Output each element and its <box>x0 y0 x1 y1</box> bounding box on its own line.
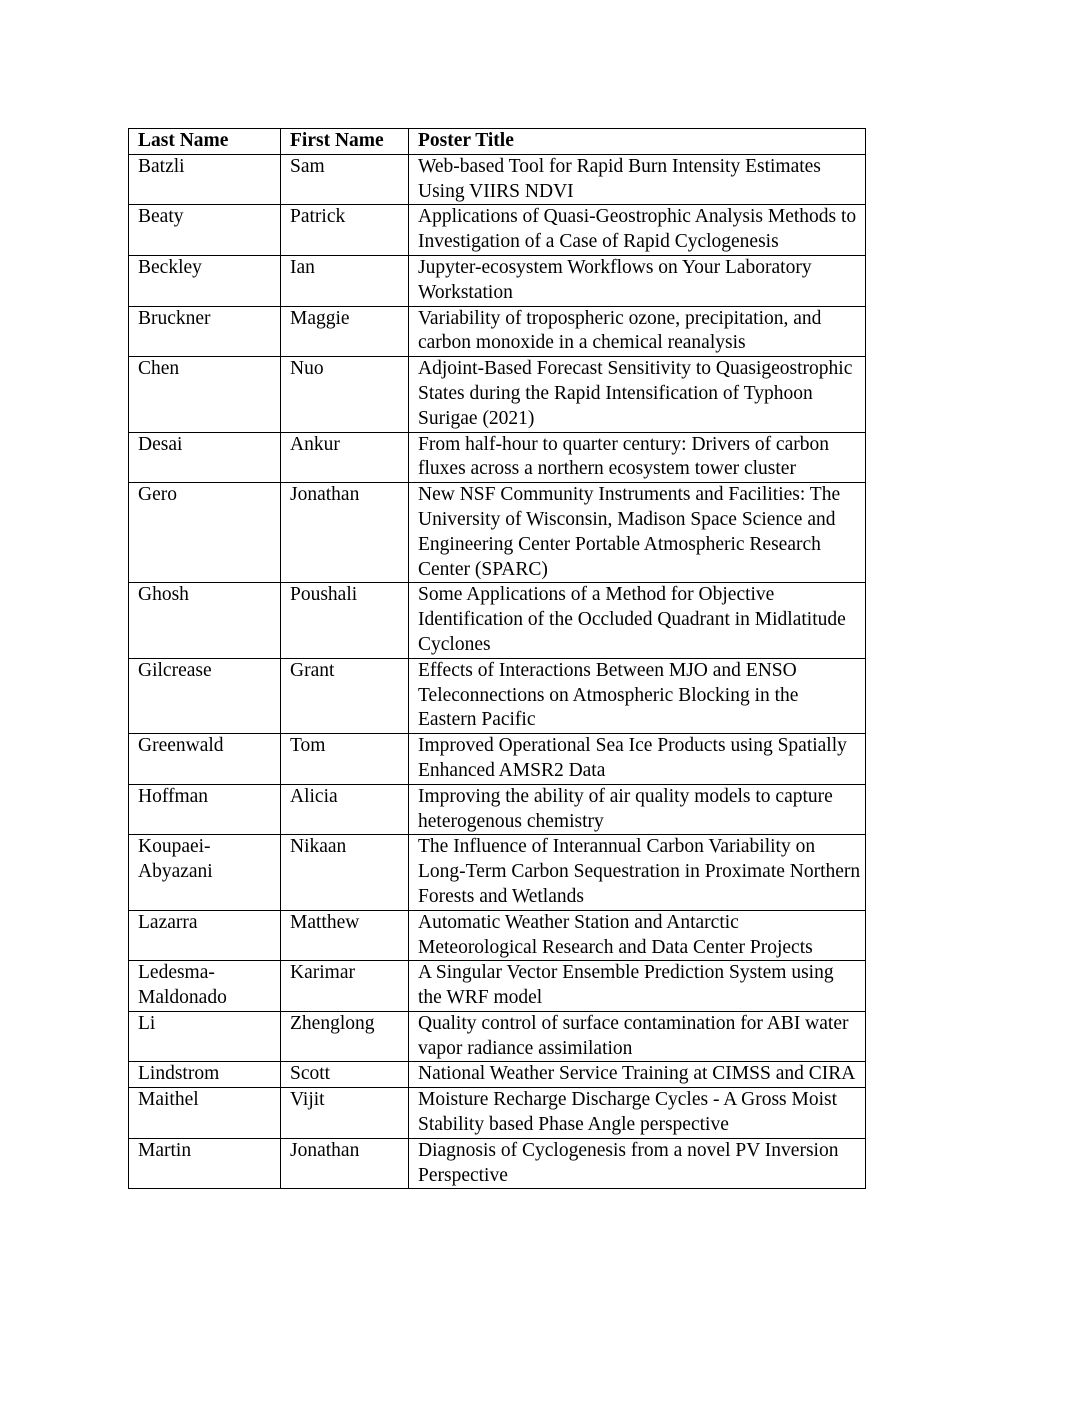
last-name-cell: Martin <box>129 1138 281 1189</box>
first-name-cell: Vijit <box>281 1088 409 1139</box>
poster-title-cell: Moisture Recharge Discharge Cycles - A Gross Moist Stability based Phase Angle perspective <box>409 1088 866 1139</box>
table-row <box>129 961 866 1012</box>
first-name-cell: Scott <box>281 1062 409 1088</box>
first-name-cell: Ankur <box>281 432 409 483</box>
last-name-cell: Bruckner <box>129 306 281 357</box>
first-name-cell: Nuo <box>281 357 409 432</box>
table-row <box>129 357 866 432</box>
poster-title-cell: Effects of Interactions Between MJO and ENSO Teleconnections on Atmospheric Blocking in the Eastern Pacific <box>409 658 866 733</box>
header-poster-title: Poster Title <box>409 129 866 155</box>
first-name-cell: Sam <box>281 154 409 205</box>
first-name-cell: Alicia <box>281 784 409 835</box>
table-row <box>129 1062 866 1088</box>
table-row <box>129 583 866 658</box>
table-row <box>129 1011 866 1062</box>
table-row <box>129 306 866 357</box>
last-name-cell: Chen <box>129 357 281 432</box>
last-name-cell: Gero <box>129 483 281 583</box>
poster-title-cell: National Weather Service Training at CIMSS and CIRA <box>409 1062 866 1088</box>
first-name-cell: Jonathan <box>281 1138 409 1189</box>
table-row <box>129 835 866 910</box>
header-first-name: First Name <box>281 129 409 155</box>
last-name-cell: Desai <box>129 432 281 483</box>
table-row <box>129 1138 866 1189</box>
first-name-cell: Ian <box>281 255 409 306</box>
first-name-cell: Zhenglong <box>281 1011 409 1062</box>
poster-title-cell: Automatic Weather Station and Antarctic Meteorological Research and Data Center Projects <box>409 910 866 961</box>
table-row <box>129 784 866 835</box>
poster-title-cell: Variability of tropospheric ozone, precipitation, and carbon monoxide in a chemical reanalysis <box>409 306 866 357</box>
table-row <box>129 1088 866 1139</box>
poster-title-cell: Web-based Tool for Rapid Burn Intensity Estimates Using VIIRS NDVI <box>409 154 866 205</box>
table-row <box>129 154 866 205</box>
poster-title-cell: Improved Operational Sea Ice Products using Spatially Enhanced AMSR2 Data <box>409 734 866 785</box>
header-last-name: Last Name <box>129 129 281 155</box>
last-name-cell: Koupaei-Abyazani <box>129 835 281 910</box>
last-name-cell: Lazarra <box>129 910 281 961</box>
poster-title-cell: Applications of Quasi-Geostrophic Analysis Methods to Investigation of a Case of Rapid Cyclogenesis <box>409 205 866 256</box>
table-row <box>129 658 866 733</box>
last-name-cell: Hoffman <box>129 784 281 835</box>
table-body <box>129 154 866 1189</box>
poster-title-cell: From half-hour to quarter century: Drivers of carbon fluxes across a northern ecosystem tower cluster <box>409 432 866 483</box>
first-name-cell: Karimar <box>281 961 409 1012</box>
poster-title-cell: Improving the ability of air quality models to capture heterogenous chemistry <box>409 784 866 835</box>
last-name-cell: Ledesma-Maldonado <box>129 961 281 1012</box>
last-name-cell: Batzli <box>129 154 281 205</box>
poster-title-cell: Jupyter-ecosystem Workflows on Your Laboratory Workstation <box>409 255 866 306</box>
first-name-cell: Maggie <box>281 306 409 357</box>
table-row <box>129 910 866 961</box>
poster-title-cell: The Influence of Interannual Carbon Variability on Long-Term Carbon Sequestration in Proximate Northern Forests and Wetlands <box>409 835 866 910</box>
table-header-row <box>129 129 866 155</box>
table-row <box>129 734 866 785</box>
table-row <box>129 255 866 306</box>
last-name-cell: Gilcrease <box>129 658 281 733</box>
last-name-cell: Beckley <box>129 255 281 306</box>
first-name-cell: Jonathan <box>281 483 409 583</box>
first-name-cell: Nikaan <box>281 835 409 910</box>
table-row <box>129 483 866 583</box>
poster-title-cell: Adjoint-Based Forecast Sensitivity to Quasigeostrophic States during the Rapid Intensification of Typhoon Surigae (2021) <box>409 357 866 432</box>
poster-title-cell: A Singular Vector Ensemble Prediction System using the WRF model <box>409 961 866 1012</box>
last-name-cell: Ghosh <box>129 583 281 658</box>
first-name-cell: Grant <box>281 658 409 733</box>
table-row <box>129 205 866 256</box>
last-name-cell: Maithel <box>129 1088 281 1139</box>
poster-title-cell: Diagnosis of Cyclogenesis from a novel PV Inversion Perspective <box>409 1138 866 1189</box>
last-name-cell: Lindstrom <box>129 1062 281 1088</box>
poster-title-cell: Quality control of surface contamination for ABI water vapor radiance assimilation <box>409 1011 866 1062</box>
last-name-cell: Li <box>129 1011 281 1062</box>
first-name-cell: Tom <box>281 734 409 785</box>
poster-table <box>128 128 866 1189</box>
table-row <box>129 432 866 483</box>
poster-title-cell: Some Applications of a Method for Objective Identification of the Occluded Quadrant in Midlatitude Cyclones <box>409 583 866 658</box>
last-name-cell: Beaty <box>129 205 281 256</box>
first-name-cell: Patrick <box>281 205 409 256</box>
last-name-cell: Greenwald <box>129 734 281 785</box>
first-name-cell: Matthew <box>281 910 409 961</box>
first-name-cell: Poushali <box>281 583 409 658</box>
poster-title-cell: New NSF Community Instruments and Facilities: The University of Wisconsin, Madison Space Science and Engineering Center Portable Atmospheric Research Center (SPARC) <box>409 483 866 583</box>
